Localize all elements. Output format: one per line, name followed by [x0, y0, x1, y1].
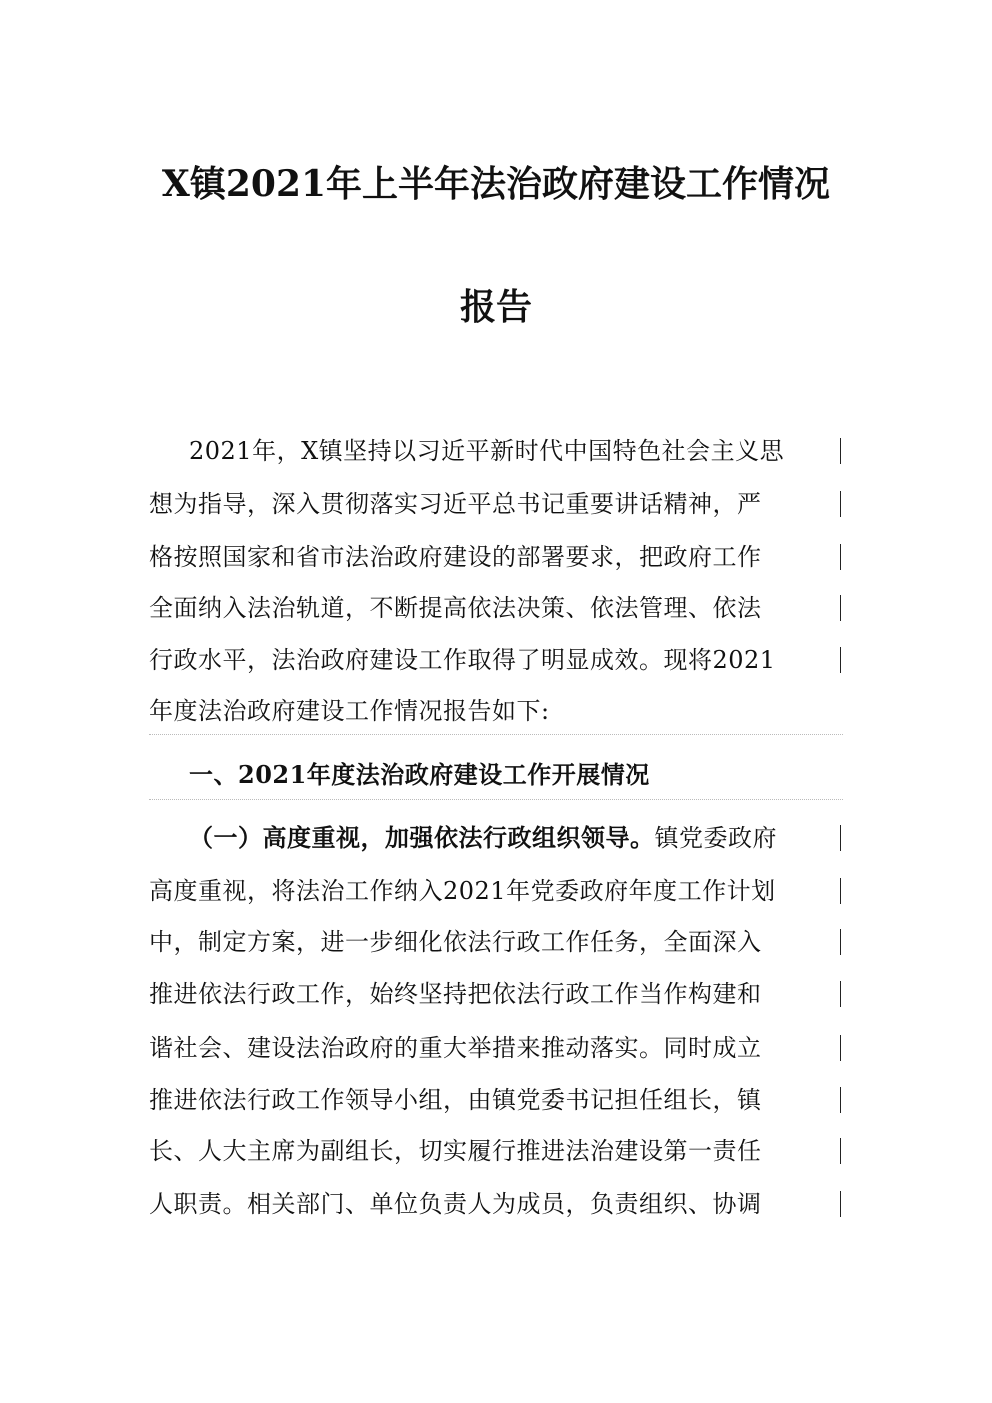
subsection-heading: （一）高度重视，加强依法行政组织领导。 — [189, 823, 655, 852]
intro-line: 全面纳入法治轨道，不断提高依法决策、依法管理、依法 — [149, 594, 762, 622]
margin-mark — [840, 929, 841, 955]
body-line: 中，制定方案，进一步细化依法行政工作任务，全面深入 — [149, 928, 762, 956]
document-title-line-1: X镇2021年上半年法治政府建设工作情况 — [161, 163, 831, 205]
margin-mark — [840, 825, 841, 851]
margin-mark — [840, 981, 841, 1007]
intro-line: 年度法治政府建设工作情况报告如下: — [149, 697, 550, 725]
body-line: 人职责。相关部门、单位负责人为成员，负责组织、协调 — [149, 1190, 762, 1218]
margin-mark — [840, 544, 841, 570]
margin-mark — [840, 1191, 841, 1217]
margin-mark — [840, 595, 841, 621]
subsection-first-line — [189, 818, 841, 858]
intro-line: 格按照国家和省市法治政府建设的部署要求，把政府工作 — [149, 543, 762, 571]
intro-line: 行政水平，法治政府建设工作取得了明显成效。现将2021 — [149, 646, 776, 674]
margin-mark — [840, 491, 841, 517]
body-line: 推进依法行政工作，始终坚持把依法行政工作当作构建和 — [149, 980, 762, 1008]
intro-line: 想为指导，深入贯彻落实习近平总书记重要讲话精神，严 — [149, 490, 762, 518]
margin-mark — [840, 1035, 841, 1061]
document-title-line-2: 报告 — [459, 286, 532, 328]
intro-line: 2021年，X镇坚持以习近平新时代中国特色社会主义思 — [189, 437, 785, 465]
body-line: 推进依法行政工作领导小组，由镇党委书记担任组长，镇 — [149, 1086, 762, 1114]
body-line: 高度重视，将法治工作纳入2021年党委政府年度工作计划 — [149, 877, 776, 905]
body-line: 长、人大主席为副组长，切实履行推进法治建设第一责任 — [149, 1137, 762, 1165]
margin-mark — [840, 1138, 841, 1164]
margin-mark — [840, 438, 841, 464]
body-line: 谐社会、建设法治政府的重大举措来推动落实。同时成立 — [149, 1034, 762, 1062]
paragraph-divider — [149, 799, 843, 800]
margin-mark — [840, 647, 841, 673]
subsection-first-line-text: 镇党委政府 — [654, 824, 777, 852]
paragraph-divider — [149, 734, 843, 735]
section-heading: 一、2021年度法治政府建设工作开展情况 — [189, 760, 650, 789]
margin-mark — [840, 1087, 841, 1113]
margin-mark — [840, 878, 841, 904]
